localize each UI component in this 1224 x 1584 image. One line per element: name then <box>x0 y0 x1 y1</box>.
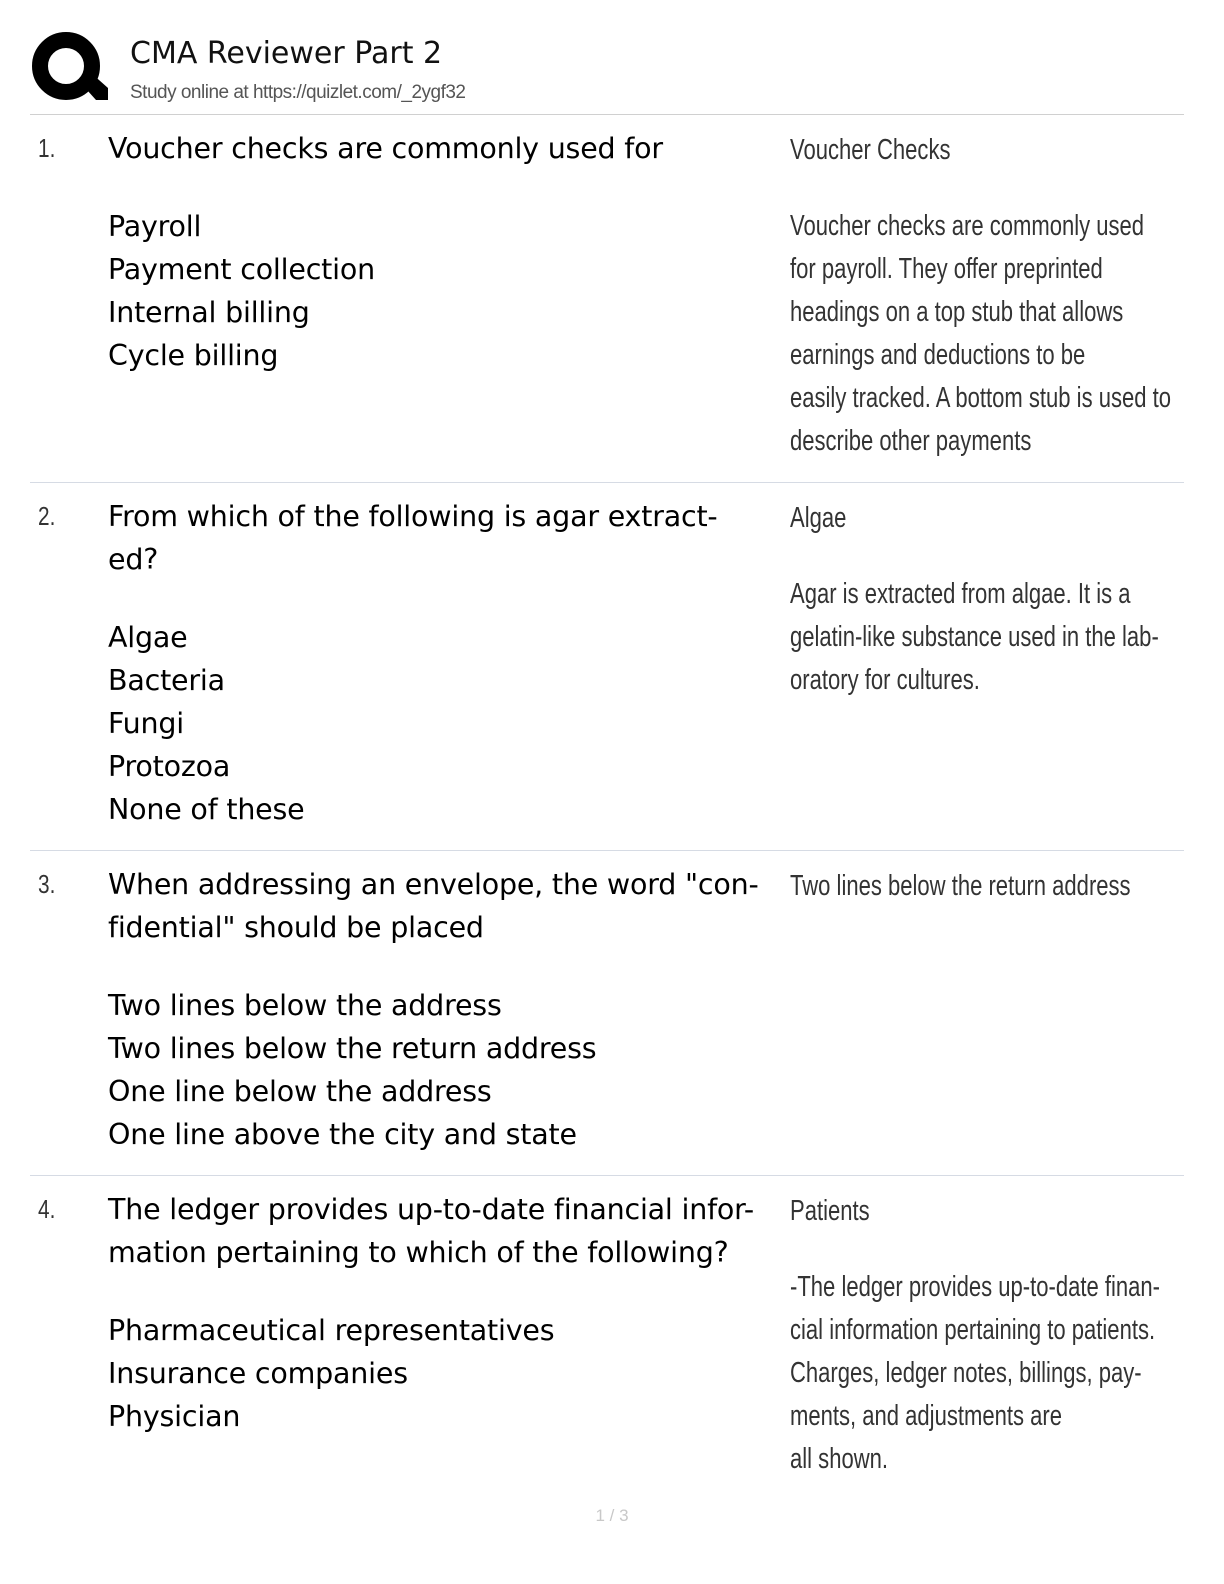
quizlet-logo-icon <box>30 28 110 108</box>
page-header <box>30 28 1184 115</box>
answer-options <box>108 205 788 377</box>
option-item: Two lines below the address <box>108 989 502 1022</box>
flashcard-4 <box>30 1176 1184 1496</box>
question-line: The ledger provides up-to-date financial infor- <box>108 1193 754 1226</box>
card-question <box>108 863 788 949</box>
explanation-line: describe other payments <box>790 425 1032 457</box>
flashcard-1 <box>30 115 1184 483</box>
option-item: Fungi <box>108 707 184 740</box>
explanation-line: earnings and deductions to be <box>790 339 1086 371</box>
option-item: Bacteria <box>108 664 225 697</box>
page-number: 1 / 3 <box>595 1506 629 1525</box>
card-number: 3. <box>38 869 56 899</box>
question-line: When addressing an envelope, the word "con- <box>108 868 759 901</box>
explanation-line: -The ledger provides up-to-date finan- <box>790 1271 1160 1303</box>
option-item: One line above the city and state <box>108 1118 577 1151</box>
card-number: 2. <box>38 501 56 531</box>
card-answer: Voucher Checks <box>790 134 951 166</box>
option-item: Physician <box>108 1400 241 1433</box>
option-item: One line below the address <box>108 1075 492 1108</box>
option-item: None of these <box>108 793 305 826</box>
card-explanation <box>790 1266 1170 1481</box>
explanation-line: all shown. <box>790 1443 889 1475</box>
document-title: CMA Reviewer Part 2 <box>130 36 443 71</box>
question-line: From which of the following is agar extract- <box>108 500 718 533</box>
option-item: Protozoa <box>108 750 231 783</box>
option-item: Algae <box>108 621 188 654</box>
explanation-line: gelatin-like substance used in the lab- <box>790 621 1159 653</box>
explanation-line: oratory for cultures. <box>790 664 980 696</box>
explanation-line: headings on a top stub that allows <box>790 296 1124 328</box>
question-line: Voucher checks are commonly used for <box>108 132 663 165</box>
card-question <box>108 1188 788 1274</box>
option-item: Payroll <box>108 210 202 243</box>
explanation-line: Voucher checks are commonly used <box>790 210 1145 242</box>
option-item: Two lines below the return address <box>108 1032 597 1065</box>
explanation-line: easily tracked. A bottom stub is used to <box>790 382 1172 414</box>
flashcard-2 <box>30 483 1184 851</box>
card-explanation <box>790 205 1170 463</box>
answer-options <box>108 1309 788 1438</box>
explanation-line: cial information pertaining to patients. <box>790 1314 1156 1346</box>
option-item: Payment collection <box>108 253 375 286</box>
flashcard-3 <box>30 851 1184 1176</box>
card-number: 4. <box>38 1194 56 1224</box>
option-item: Insurance companies <box>108 1357 408 1390</box>
option-item: Pharmaceutical representatives <box>108 1314 555 1347</box>
study-url-line: Study online at https://quizlet.com/_2ygf32 <box>130 82 466 103</box>
explanation-line: ments, and adjustments are <box>790 1400 1062 1432</box>
explanation-line: for payroll. They offer preprinted <box>790 253 1103 285</box>
explanation-line: Charges, ledger notes, billings, pay- <box>790 1357 1142 1389</box>
card-question <box>108 495 788 581</box>
answer-options <box>108 984 788 1156</box>
card-answer: Two lines below the return address <box>790 870 1131 902</box>
card-question <box>108 127 788 170</box>
option-item: Internal billing <box>108 296 310 329</box>
card-explanation <box>790 573 1170 702</box>
card-answer: Algae <box>790 502 847 534</box>
answer-options <box>108 616 788 831</box>
question-line: fidential" should be placed <box>108 911 484 944</box>
question-line: ed? <box>108 543 159 576</box>
explanation-line: Agar is extracted from algae. It is a <box>790 578 1131 610</box>
card-answer: Patients <box>790 1195 870 1227</box>
option-item: Cycle billing <box>108 339 279 372</box>
question-line: mation pertaining to which of the following? <box>108 1236 729 1269</box>
card-number: 1. <box>38 133 56 163</box>
